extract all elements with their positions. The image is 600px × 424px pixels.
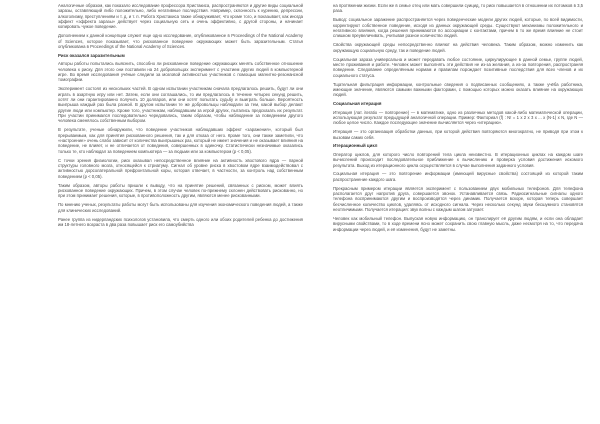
paragraph: Эксперимент состоял из нескольких частей. В одном испытании участникам сначала предлагалось решить, будут ли они играть в азартную игру или нет. Затем, если они соглашались, то им предлагалось в течение четырех секунд решить, хотят ли они гарантированно получить 10 долларов, или они хотят попытать судьбу и выиграть больше. Вероятность выигрыша каждый раз была разной. В другом испытании те же добровольцы наблюдали за тем, какой выбор делают другие люди или компьютер. Кроме того, участникам, наблюдавшим за игрой других, пытались предсказать их результат. При участии принимался последовательно чередовались, таким образом, чтобы наблюдение за поведением другого человека сменялось собственным выбором. — [58, 86, 303, 124]
paragraph: Аналогичные образом, как показало исследование профессора Христакиса, распространяются и другие виды социальной заразы, оставляющий либо положительно, либо негативные последствия. Например, склонность к курению, депрессии, алкоголизму, преступлениям и т. д. и т. п. Работа Христакиса также обнаруживает, что кроме того, и показывает, как иногда эффект «эффекта заразы» действует через социальную сеть и очень эффективно, с другой стороны, и начинает копировать чужое поведение. — [58, 3, 303, 30]
section-heading: Социальная итерация — [333, 101, 382, 107]
section-heading: Итерационный цикл — [333, 143, 378, 149]
paragraph: Ранее группа из нидерландских психологов установила, что смерть одного или обоих родителей ребенка до достижения им 18-летнего возраста в два раза повышает риск его самоубийства — [58, 216, 303, 227]
paragraph: Итерация (лат. iteratio — повторение) — в математике, одно из различных методов какой-либо математической операции, использующая результат предыдущей аналогичной операции. Пример: Факториал (f) : N! = 1 x 2 x 3 x ... x (N-1) x N, где N — любое целое число. Каждое последующее значение вычисляется через «итерацию». — [333, 109, 583, 126]
paragraph: В результате, ученые обнаружили, что поведение участников наблюдавших эффект «заражения», который был прерываемым, как для принятия рискованного решения, так и для отказа от него. Кроме того, они также заметили, что «настроение» очень слабо зависит от количества выигрышных раз, который не имеет значения и не оказывает влияния на поведение, не влияет, и не отличается от поведения, совершенных в одиночку. Статистически незначимые оказались только те, кто наблюдал за поведением компьютера — за людьми или за компьютером (p < 0,05). — [58, 127, 303, 154]
paragraph: Оператор циклов, для которого число повторений тела цикла неизвестно. В итерационных циклах на каждом шаге вычислений происходит последовательное приближение к вычислению и проверка условия достижения искомого результата. Выход из итерационного цикла осуществляется в случае выполнения заданного условия. — [333, 151, 583, 168]
paragraph: С точки зрения физиологии, риск оказывал непосредственное влияние на активность хвостового ядра — парной структуры головного мозга, относящейся к стриатуму. Сигнал об уровне риска в хвостовом ядре взаимодействовал с активностью дорсолатеральной префронтальной коры, которая отвечает, в частности, за контроль над собственным поведением (p < 0,05). — [58, 157, 303, 179]
paragraph: Авторы работы попытались выяснить, способно ли рискованное поведение окружающих менять собственное отношение человека к риску. Для этого они поставили на 24 добровольцах эксперимент с участием других людей в компьютерной игре. Во время исследования учёные следили за мозговой активностью участников с помощью магнитно-резонансной томографии. — [58, 61, 303, 83]
paragraph: Таким образом, авторы работы пришли к выводу, что на принятие решений, связанных с риском, может влиять рискованное поведение окружающих. Причем, в этом случае человек по-прежнему склонен действовать рискованно, но при этом принимает решения, которые, в противоположность другим, являются менее рискованными. — [58, 182, 303, 199]
paragraph: Дополнением к данной концепции служит еще одно исследование, опубликованное в Proceedings of the National Academy of Sciences, которое показывает, что рискованное поведение окружающих может быть заразительным. Статья опубликована в Proceedings of the National Academy of Sciences. — [58, 33, 303, 49]
paragraph: Итерация — это организация обработки данных, при которой действия повторяются многократно, не приводя при этом к вызовам самих себя. — [333, 129, 583, 140]
paragraph: Свойства окружающей среды непосредственно влияют на действия человека. Таким образом, можно изменить как окружающую социальную среду, так и поведение людей. — [333, 42, 583, 53]
section-heading: Риск оказался заразительным — [58, 52, 125, 58]
right-column — [333, 3, 583, 422]
paragraph: Человек как мобильный телефон. Выпуская новую информацию, он транслирует её другим людям, и если она обладает вирусными свойствами, то в ходе времени ясно может сохранить свою главную мысль, даже несмотря на то, что передача информации через людей, и её изменения, будут не заметны. — [333, 216, 583, 232]
paragraph: Тщательная фильтрация информации, контрольные сведения о подписанных сообщениях, а также учёба работника, имеющие значение, являются самыми важными факторами, с помощью которых можно оказать влияние на окружающих людей. — [333, 81, 583, 98]
paragraph: Вывод: социальное заражение распространяется через поведенческие модели других людей, которые, по всей видимости, корректируют собственное поведение, исходя из данных окружающей среды. Существуют механизмы положительного и негативного влияния, когда решения принимаются по ассоциации с контактами, причем в то же время влияние не стоит слишком преувеличивать, учитывая разное количество людей. — [333, 17, 583, 39]
paragraph: По мнению ученых, результаты работы могут быть использованы для изучения экономического поведения людей, а также для клинических исследований. — [58, 202, 303, 213]
paragraph: Социальная зараза универсальна и может передавать любое состояние, циркулирующее в данной семье, группе людей, месте проживания и работе. Человек может выполнять эти действия не из-за желания, а из-за повторения, распространяя поведение. Следование определённым нормам и правилам порождает позитивные последствия для всех членов и их социального статуса. — [333, 56, 583, 78]
paragraph: Социальная итерация — это повторение информации (имеющей вирусные свойства) состоящей из которой таким распространение каждого шага. — [333, 171, 583, 182]
left-column — [58, 3, 303, 422]
paragraph: Прекрасным примером итерации является эксперимент с пользованием двух мобильных телефонов. Для телефона располагается друг напротив друга, совершается звонок. Устанавливается связь. Радиосигнальные сигналы одного телефона воспринимаются другим и воспроизводятся через динамик. Получается вскоре, которая теперь совершает бесчисленное количество циклов, удаляясь от исходного сигнала. Через несколько секунд звуки бесшумного становятся неотличимыми. Получается итерация: звук волны с каждым шагом затухает. — [333, 185, 583, 213]
paragraph: на протяжении жизни. Если же в семье отец или мать совершили суицид, то риск повышается в отношении их потомков в 3,5 раза. — [333, 3, 583, 14]
